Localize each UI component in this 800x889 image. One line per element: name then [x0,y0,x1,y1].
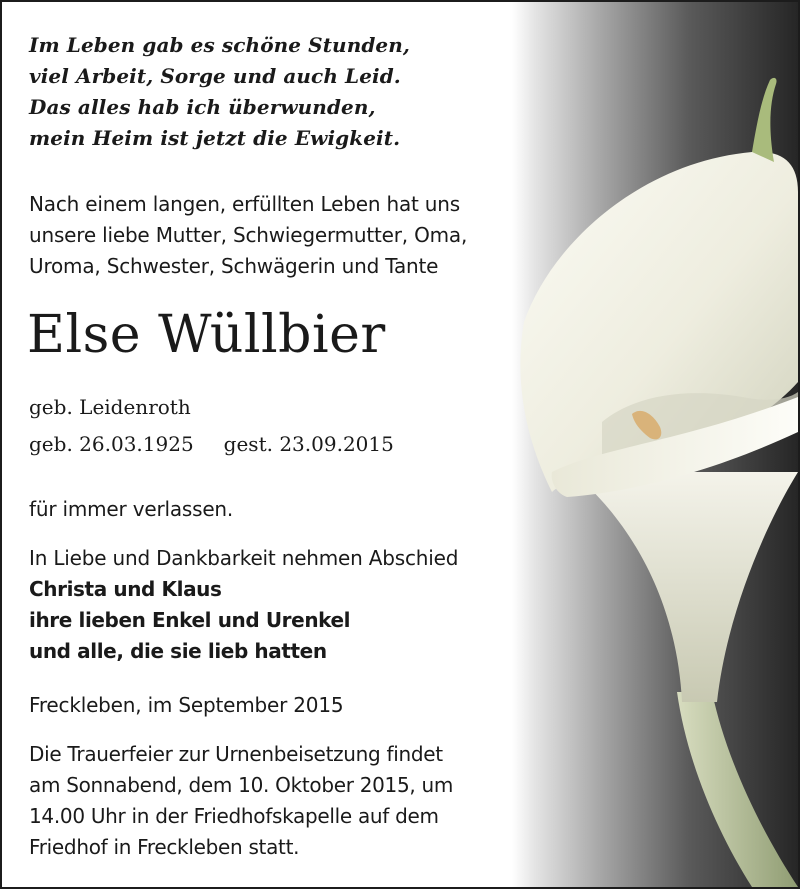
mourner-name: Christa und Klaus [29,577,222,601]
mourner-name: ihre lieben Enkel und Urenkel [29,608,351,632]
left-text: für immer verlassen. [29,497,234,521]
poem-line: Das alles hab ich überwunden, [29,95,376,119]
funeral-line: Friedhof in Freckleben statt. [29,835,300,859]
deceased-name: Else Wüllbier [27,305,386,365]
death-date: gest. 23.09.2015 [223,432,394,456]
funeral-line: Die Trauerfeier zur Urnenbeisetzung findet [29,742,443,766]
mourner-name: und alle, die sie lieb hatten [29,639,327,663]
place-date: Freckleben, im September 2015 [29,693,344,717]
calla-lily-icon [512,2,798,887]
life-dates [29,428,394,460]
mourners [29,543,458,667]
intro-line: Uroma, Schwester, Schwägerin und Tante [29,254,439,278]
birth-name: geb. Leidenroth [29,395,191,419]
funeral-info [29,739,453,863]
poem-line: Im Leben gab es schöne Stunden, [29,33,410,57]
poem-line: mein Heim ist jetzt die Ewigkeit. [29,126,401,150]
calla-lily-image [512,2,798,887]
intro-line: unsere liebe Mutter, Schwiegermutter, Oma, [29,223,468,247]
intro-line: Nach einem langen, erfüllten Leben hat uns [29,192,460,216]
intro-text [29,189,467,282]
poem-line: viel Arbeit, Sorge und auch Leid. [29,64,401,88]
poem [29,30,410,154]
mourners-intro: In Liebe und Dankbarkeit nehmen Abschied [29,546,459,570]
birth-date: geb. 26.03.1925 [29,432,194,456]
funeral-line: 14.00 Uhr in der Friedhofskapelle auf dem [29,804,439,828]
funeral-line: am Sonnabend, dem 10. Oktober 2015, um [29,773,454,797]
